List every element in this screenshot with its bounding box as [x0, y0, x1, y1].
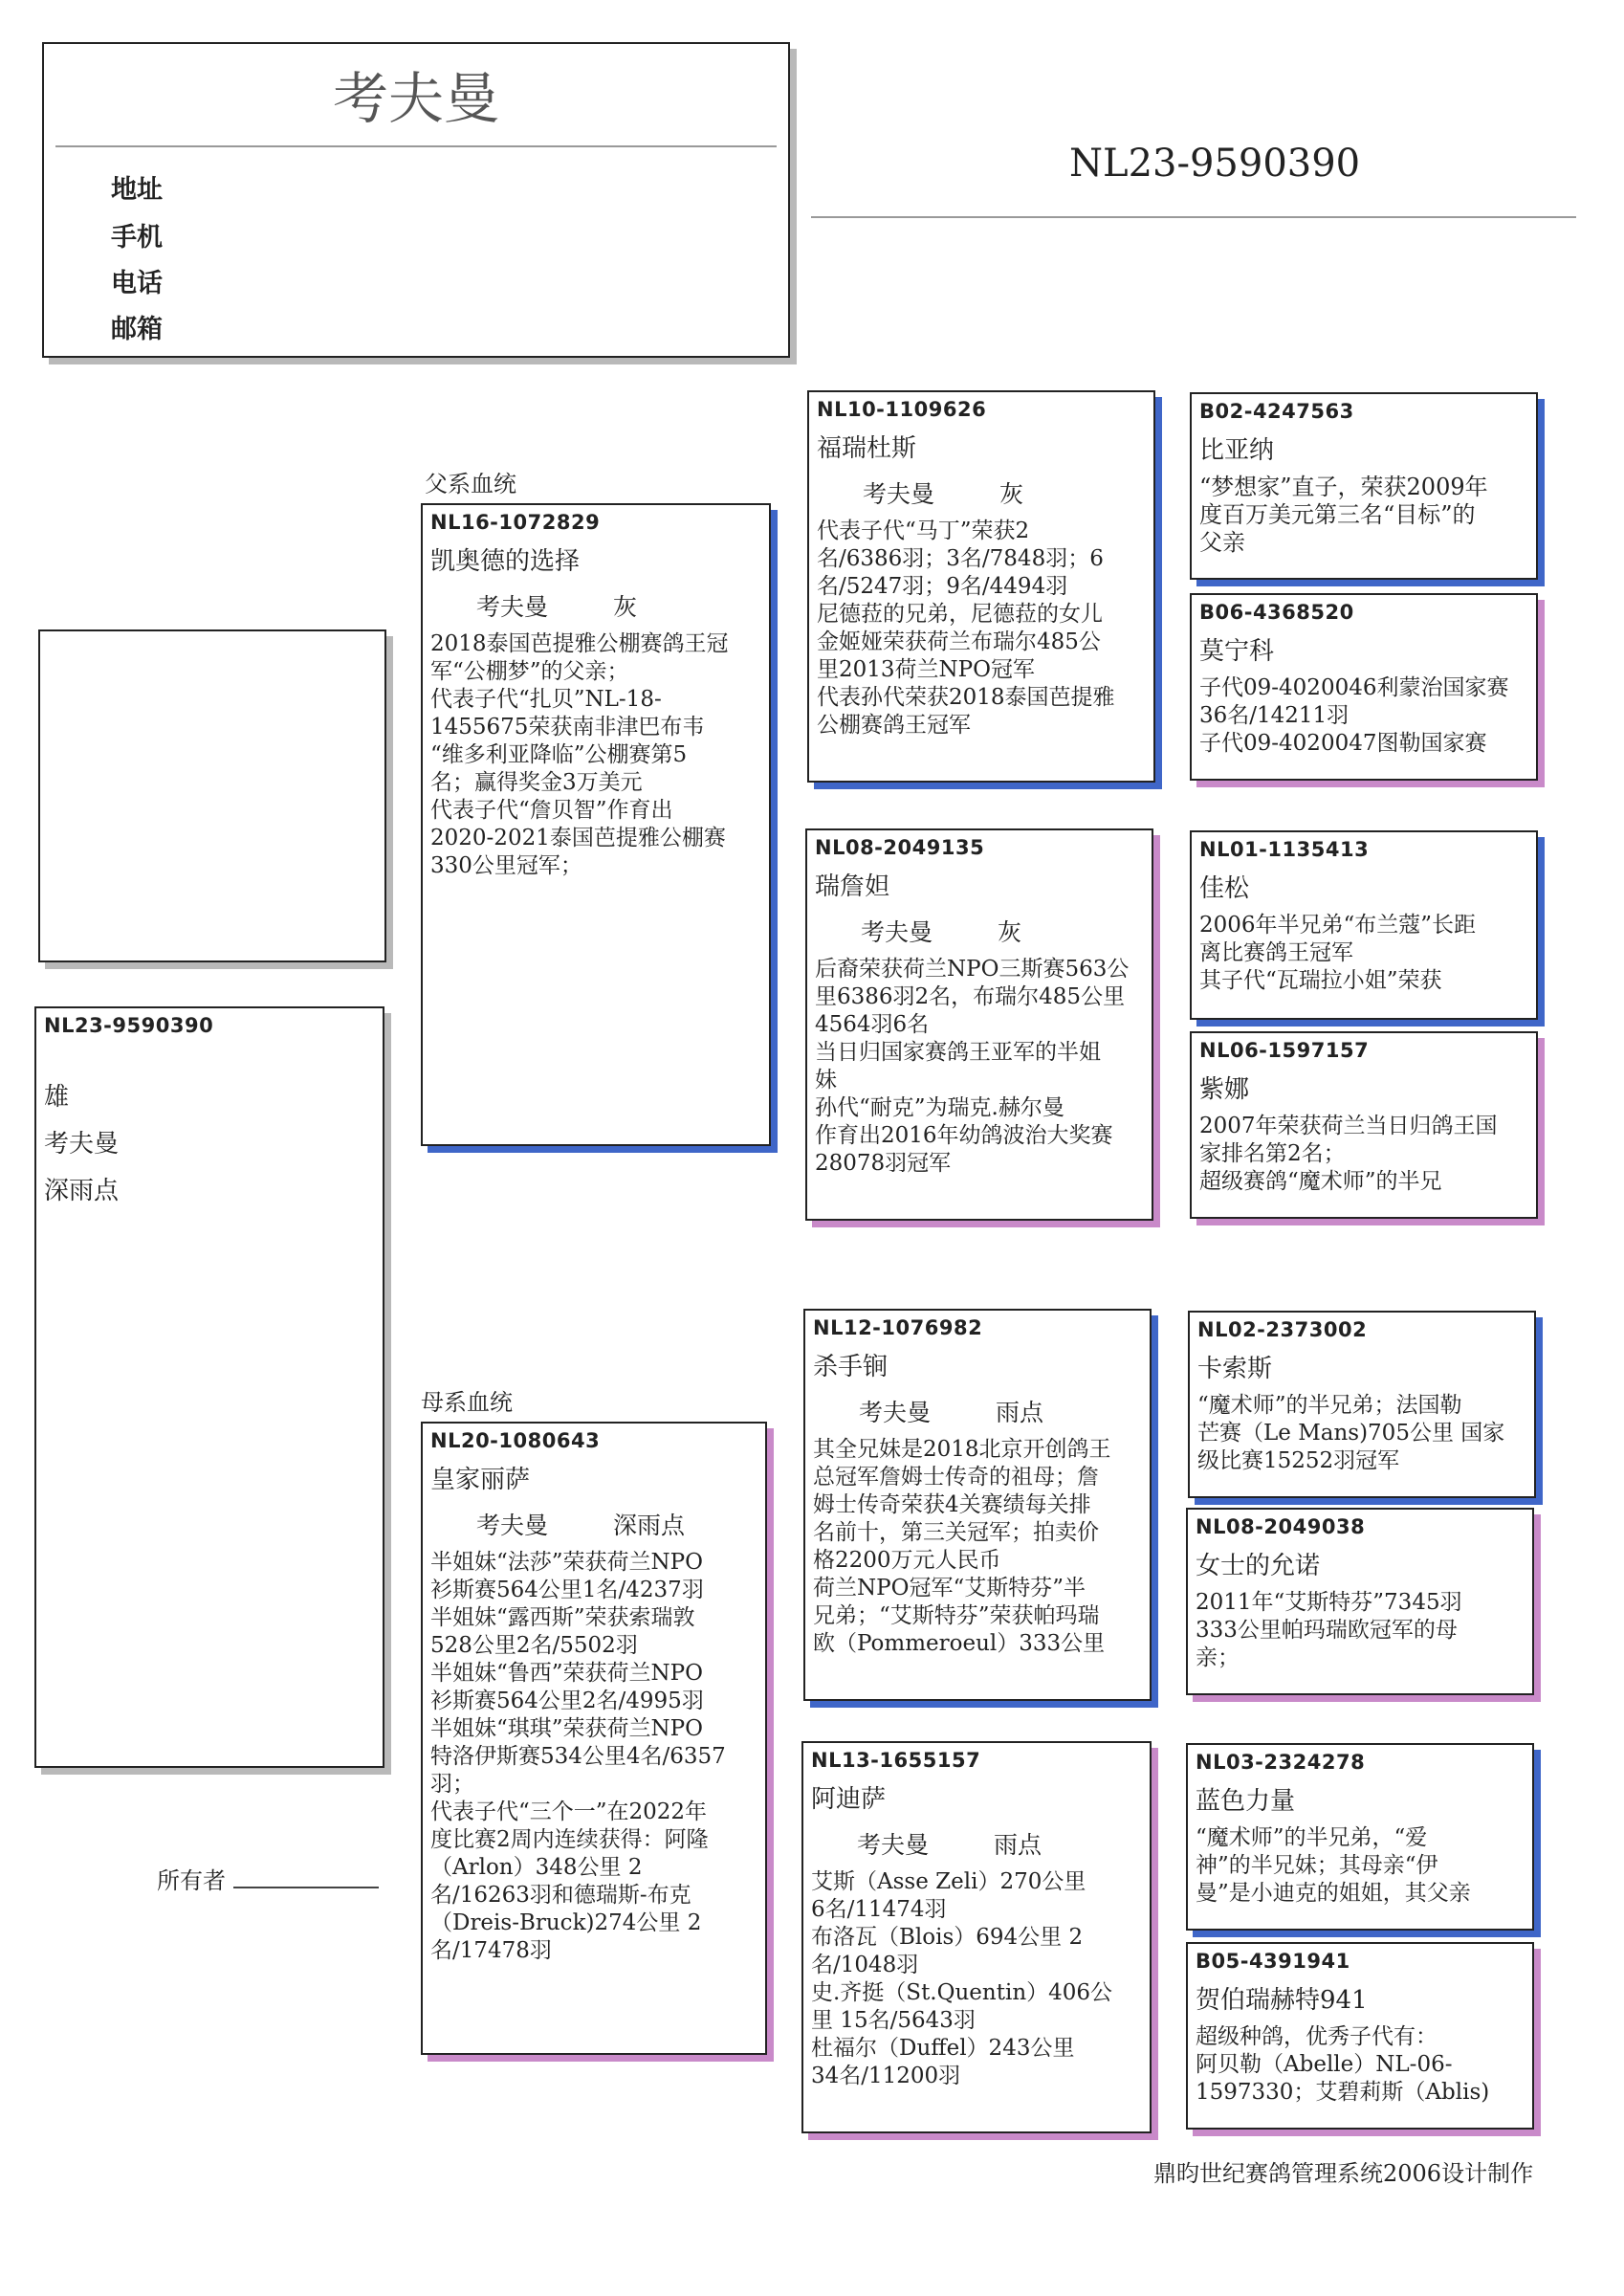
sire-dam-ring: NL08-2049135 — [815, 836, 985, 859]
ggp-dsd-card: NL08-2049038 女士的允诺 2011年“艾斯特芬”7345羽 333公里帕玛瑞欧冠军的母 亲； — [1186, 1508, 1534, 1695]
sire-dam-name: 瑞詹妲 — [815, 872, 890, 901]
subject-ring: NL23-9590390 — [44, 1014, 214, 1037]
dam-dam-ring: NL13-1655157 — [811, 1749, 981, 1772]
dam-card — [421, 1422, 767, 2055]
dam-sire-ring: NL12-1076982 — [813, 1316, 983, 1339]
sire-ring: NL16-1072829 — [430, 511, 601, 534]
title-underline — [811, 216, 1576, 218]
sire-dam-owner-line: 考夫曼 灰 — [861, 918, 1022, 946]
sire-card — [421, 503, 771, 1146]
ggp-sdd-card: NL06-1597157 紫娜 2007年荣获荷兰当日归鸽王国 家排名第2名； 超级赛鸽“魔术师”的半兄 — [1190, 1031, 1538, 1219]
owner-signature-line[interactable] — [233, 1887, 379, 1888]
dam-sire-description: 其全兄妹是2018北京开创鸽王 总冠军詹姆士传奇的祖母；詹 姆士传奇荣获4关赛绩每关排 名前十，第三关冠军；拍卖价 格2200万元人民币 荷兰NPO冠军“艾斯特芬”半 兄弟；“艾斯特芬”荣获帕玛瑞 欧（Pommeroeul）333公里 — [813, 1437, 1111, 1656]
ggp-sds-card: NL01-1135413 佳松 2006年半兄弟“布兰蔻”长距 离比赛鸽王冠军 其子代“瓦瑞拉小姐”荣获 — [1190, 830, 1538, 1020]
dam-description: 半姐妹“法莎”荣获荷兰NPO 衫斯赛564公里1名/4237羽 半姐妹“露西斯”荣获索瑞敦 528公里2名/5502羽 半姐妹“鲁西”荣获荷兰NPO 衫斯赛564公里2名/4995羽 半姐妹“琪琪”荣获荷兰NPO 特洛伊斯赛534公里4名/6357 羽； 代表子代“三个一”在2022年 度比赛2周内连续获得：阿隆 （Arlon）348公里 2 名/16263羽和德瑞斯-布克 （Dreis-Bruck)274公里 2 名/17478羽 — [430, 1550, 726, 1963]
subject-card — [34, 1006, 384, 1768]
header-card — [42, 42, 790, 358]
sire-color: 灰 — [613, 593, 638, 621]
sire-dam-description: 后裔荣获荷兰NPO三斯赛563公 里6386羽2名，布瑞尔485公里 4564羽6名 当日归国家赛鸽王亚军的半姐 妹 孙代“耐克”为瑞克.赫尔曼 作育出2016年幼鸽波治大奖赛 28078羽冠军 — [815, 957, 1130, 1176]
footer-credit: 鼎昀世纪赛鸽管理系统2006设计制作 — [1153, 2160, 1534, 2187]
sire-sire-ring: NL10-1109626 — [817, 398, 987, 421]
ggp-ddd-card: B05-4391941 贺伯瑞赫特941 超级种鸽，优秀子代有： 阿贝勒（Abelle）NL-06- 1597330；艾碧莉斯（Ablis) — [1186, 1942, 1534, 2130]
header-name: 考夫曼 — [332, 66, 499, 131]
sire-sire-owner-line: 考夫曼 灰 — [863, 480, 1024, 508]
photo-frame — [38, 629, 386, 962]
subject-color: 深雨点 — [44, 1177, 120, 1205]
dam-dam-name: 阿迪萨 — [811, 1785, 887, 1814]
field-address: 地址 — [111, 175, 163, 205]
dam-side-label: 母系血统 — [421, 1389, 513, 1416]
sire-dam-card — [805, 828, 1153, 1221]
dam-name: 皇家丽萨 — [430, 1466, 531, 1494]
subject-sex: 雄 — [44, 1083, 70, 1112]
field-phone: 电话 — [111, 269, 163, 298]
sire-sire-card — [807, 390, 1155, 783]
sire-owner: 考夫曼 — [476, 593, 549, 621]
dam-owner: 考夫曼 — [476, 1512, 549, 1539]
ggp-dss-card: NL02-2373002 卡索斯 “魔术师”的半兄弟；法国勒 芒赛（Le Mans)705公里 国家 级比赛15252羽冠军 — [1188, 1311, 1536, 1498]
dam-dam-description: 艾斯（Asse Zeli）270公里 6名/11474羽 布洛瓦（Blois）694公里 2 名/1048羽 史.齐挺（St.Quentin）406公 里 15名/5643羽 杜福尔（Duffel）243公里 34名/11200羽 — [811, 1869, 1113, 2088]
field-mobile: 手机 — [111, 223, 163, 253]
dam-sire-name: 杀手锏 — [813, 1353, 889, 1381]
dam-dam-owner-line: 考夫曼 雨点 — [857, 1831, 1042, 1859]
ggp-ssd-card: B06-4368520 莫宁科 子代09-4020046利蒙治国家赛 36名/14211羽 子代09-4020047图勒国家赛 — [1190, 593, 1538, 781]
dam-color: 深雨点 — [613, 1512, 686, 1539]
field-email: 邮箱 — [111, 315, 163, 344]
dam-ring: NL20-1080643 — [430, 1429, 601, 1452]
dam-sire-card — [803, 1309, 1152, 1701]
dam-sire-owner-line: 考夫曼 雨点 — [859, 1399, 1044, 1426]
header-divider — [55, 145, 777, 147]
dam-dam-card — [801, 1741, 1152, 2133]
dam-owner-line — [476, 1507, 765, 1541]
sire-sire-name: 福瑞杜斯 — [817, 434, 917, 463]
sire-name: 凯奥德的选择 — [430, 547, 581, 576]
sire-owner-line — [476, 588, 769, 623]
sire-description: 2018泰国芭提雅公棚赛鸽王冠 军“公棚梦”的父亲； 代表子代“扎贝”NL-18- 1455675荣获南非津巴布韦 “维多利亚降临”公棚赛第5 名；赢得奖金3万美元 代表子代“詹贝智”作育出 2020-2021泰国芭提雅公棚赛 330公里冠军； — [430, 631, 729, 878]
pedigree-ring-title: NL23-9590390 — [1069, 142, 1361, 186]
ggp-dds-card: NL03-2324278 蓝色力量 “魔术师”的半兄弟，“爱 神”的半兄妹；其母亲“伊 曼”是小迪克的姐姐，其父亲 — [1186, 1743, 1534, 1931]
ggp-sss-card: B02-4247563 比亚纳 “梦想家”直子，荣获2009年 度百万美元第三名“目标”的 父亲 — [1190, 392, 1538, 580]
owner-label: 所有者 — [157, 1867, 226, 1894]
subject-owner: 考夫曼 — [44, 1130, 120, 1159]
sire-side-label: 父系血统 — [425, 471, 516, 497]
sire-sire-description: 代表子代“马丁”荣获2 名/6386羽；3名/7848羽；6 名/5247羽；9名/4494羽 尼德菈的兄弟，尼德菈的女儿 金姬娅荣获荷兰布瑞尔485公 里2013荷兰NPO冠军 代表孙代荣获2018泰国芭提雅 公棚赛鸽王冠军 — [817, 519, 1115, 738]
